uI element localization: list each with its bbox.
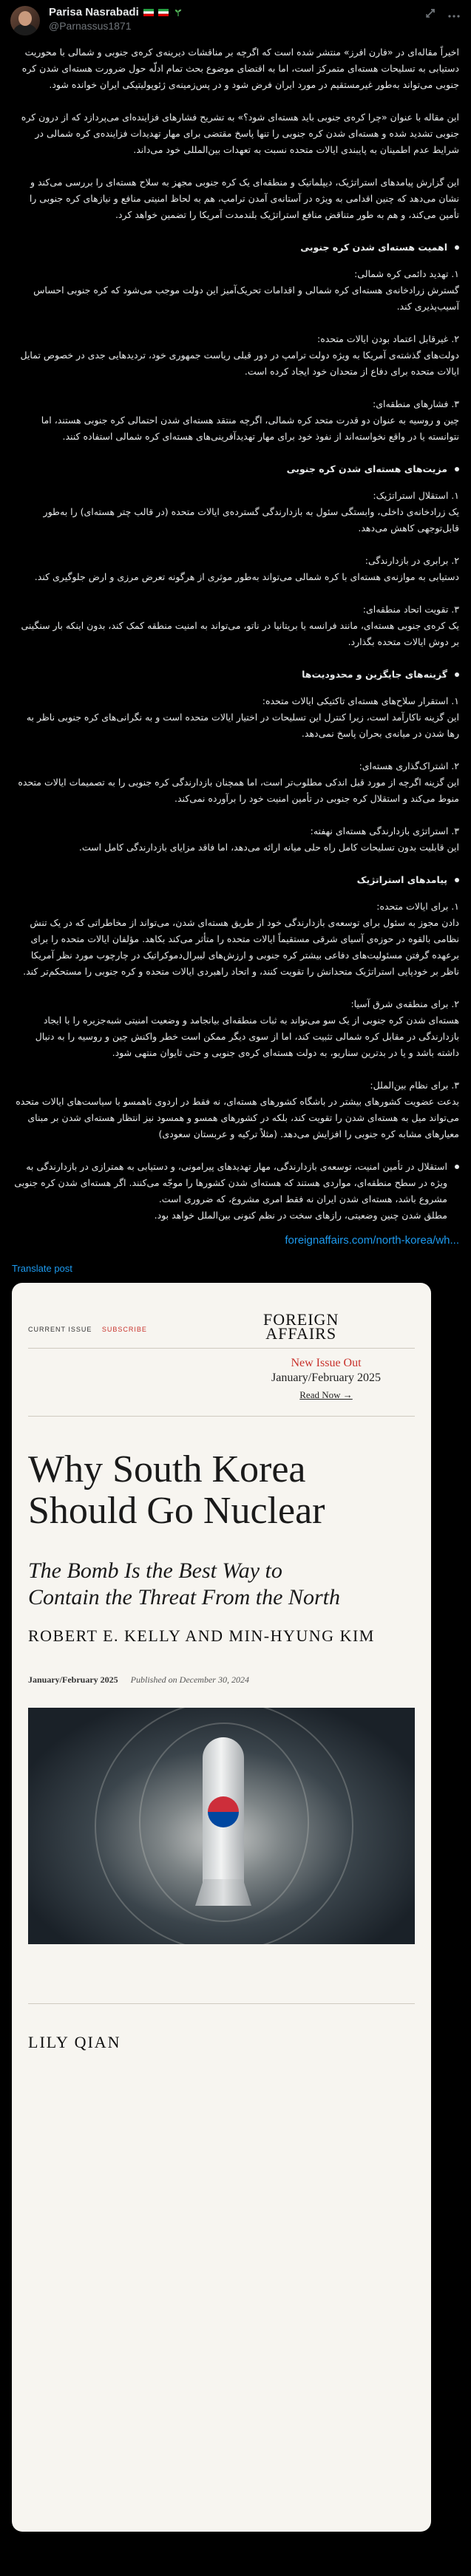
section-heading bbox=[12, 239, 459, 256]
header-actions bbox=[424, 6, 461, 22]
author-name[interactable]: Parisa Nasrabadi bbox=[49, 6, 139, 18]
next-article-author: LILY QIAN bbox=[28, 2033, 121, 2051]
south-korea-emblem-icon bbox=[208, 1796, 239, 1827]
author-info bbox=[49, 6, 424, 32]
title-line: Should Go Nuclear bbox=[28, 1490, 325, 1532]
body-paragraph: ۳. برای نظام بین‌الملل: بدعت عضویت کشورهای بیشتر در باشگاه کشورهای هسته‌ای، نه فقط در اردوی ناهمسو با سیاست‌های ایالات متحده می‌تواند میل به هسته‌ای شدن را تقویت کند، بلکه در کشورهای همسو و همسود نیز انتظار هسته‌ای شدن بر مبنای معیارهای مشابه کره جنوبی را افزایش می‌دهد. (مثلاً ترکیه و عربستان سعودی) bbox=[16, 1080, 459, 1139]
article-authors: ROBERT E. KELLY AND MIN-HYUNG KIM bbox=[28, 1626, 375, 1645]
divider bbox=[28, 1416, 415, 1417]
ir-flag-icon bbox=[143, 9, 154, 16]
body-paragraph: ۲. برابری در بازدارندگی: دستیابی به موازنه‌ی هسته‌ای با کره شمالی می‌تواند به‌طور موثری از هرگونه تعرض مرزی و ارض جلوگیری کند. bbox=[34, 555, 459, 582]
section-heading-text: اهمیت هسته‌ای شدن کره جنوبی bbox=[300, 242, 447, 253]
current-issue-link[interactable]: CURRENT ISSUE bbox=[28, 1326, 92, 1333]
body-paragraph: ۳. تقویت اتحاد منطقه‌ای: یک کره‌ی جنوبی هسته‌ای، مانند فرانسه یا بریتانیا در ناتو، می‌تواند به امنیت منطقه کمک کند، بدون اینکه بار سنگینی بر دوش ایالات متحده بگذارد. bbox=[21, 604, 459, 647]
article-subtitle bbox=[28, 1558, 340, 1611]
subtitle-line: Contain the Threat From the North bbox=[28, 1585, 340, 1609]
bullet-icon bbox=[455, 672, 459, 677]
body-paragraph: ۱. استقلال استراتژیک: یک زرادخانه‌ی داخلی، وابستگی سئول به بازدارندگی گسترده‌ی ایالات متحده (در قالب چتر هسته‌ای) را به‌طور قابل‌توجهی کاهش می‌دهد. bbox=[43, 490, 459, 534]
subtitle-line: The Bomb Is the Best Way to bbox=[28, 1558, 282, 1583]
bullet-icon bbox=[455, 245, 459, 250]
title-line: Why South Korea bbox=[28, 1448, 306, 1490]
published-date: Published on December 30, 2024 bbox=[130, 1674, 249, 1685]
article-meta bbox=[28, 1674, 249, 1686]
issue-label: January/February 2025 bbox=[28, 1674, 118, 1685]
section-heading-text: مزیت‌های هسته‌ای شدن کره جنوبی bbox=[286, 463, 447, 474]
new-issue-label: New Issue Out bbox=[291, 1357, 362, 1369]
section-heading bbox=[12, 461, 459, 477]
body-paragraph: این مقاله با عنوان «چرا کره‌ی جنوبی باید هسته‌ای شود؟» به تشریح فشارهای فزاینده‌ای می‌پردازد که از درون کره جنوبی تشدید شده و هسته‌ای شدن کره جنوبی را تنها پاسخ مقتضی برای مهار تهدیدات فزاینده‌ی کره شمالی در شرایط عدم اطمینان به پایبندی ایالات متحده نسبت به تعهدات بین‌المللی خود می‌داند. bbox=[21, 112, 459, 155]
post-body bbox=[0, 44, 471, 1224]
body-paragraph: ۲. غیرقابل اعتماد بودن ایالات متحده: دولت‌های گذشته‌ی آمریکا به ویژه دولت ترامپ در دور قبلی ریاست جمهوری خود، تردیدهایی جدی در خصوص تمایل ایالات متحده برای دفاع از متحدان خود ایجاد کرده است. bbox=[20, 333, 459, 377]
section-heading-text: گزینه‌های جایگزین و محدودیت‌ها bbox=[302, 669, 447, 680]
foreign-affairs-logo bbox=[263, 1310, 339, 1343]
article-link[interactable]: foreignaffairs.com/north-korea/wh... bbox=[285, 1234, 459, 1247]
translate-post-link[interactable]: Translate post bbox=[12, 1263, 72, 1274]
bullet-icon bbox=[455, 878, 459, 882]
closing-paragraph: استقلال در تأمین امنیت، توسعه‌ی بازدارندگی، مهار تهدیدهای پیرامونی، و دستیابی به همترازی در بازدارندگی به ویژه در سطح منطقه‌ای، مواردی هستند که هسته‌ای شدن کشورها را موجّه می‌کنند. اگر هسته‌ای شدن کره جنوبی مشروع باشد، هسته‌ای شدن ایران نه فقط امری مشروع، که ضروری است. مطلق شدن چنین وضعیتی، رازهای سخت در نظم کنونی بین‌الملل خواهد بود. bbox=[14, 1161, 447, 1221]
author-name-row bbox=[49, 6, 424, 18]
avatar[interactable] bbox=[10, 6, 40, 35]
article-preview-card[interactable] bbox=[12, 1283, 431, 2532]
issue-date: January/February 2025 bbox=[271, 1372, 381, 1384]
author-handle[interactable]: @Parnassus1871 bbox=[49, 20, 132, 32]
body-paragraph: ۲. اشتراک‌گذاری هسته‌ای: این گزینه اگرچه از مورد قبل اندکی مطلوب‌تر است، اما همچنان بازدارندگی کره جنوبی را به تصمیمات ایالات متحده منوط می‌کند و استقلال کره جنوبی در تأمین امنیت خود را برآورده نمی‌کند. bbox=[18, 760, 459, 804]
bullet-icon bbox=[455, 1165, 459, 1169]
article-title bbox=[28, 1449, 325, 1532]
body-paragraph: ۳. استراتژی بازدارندگی هسته‌ای نهفته: این قابلیت بدون تسلیحات کامل راه حلی میانه ارائه می‌دهد، اما فاقد مزایای بازدارندگی کامل است. bbox=[78, 825, 459, 853]
subscribe-link[interactable]: SUBSCRIBE bbox=[101, 1326, 147, 1333]
logo-line: AFFAIRS bbox=[265, 1324, 337, 1343]
post-header bbox=[0, 0, 471, 44]
body-paragraph: اخیراً مقاله‌ای در «فارن افرز» منتشر شده است که اگرچه بر مناقشات دیرینه‌ی کره‌ی جنوبی و شمالی با محوریت دستیابی به تسلیحات هسته‌ای متمرکز است، اما به اقتضای موضوع بحث تمام ادلّه حول ضرورت هسته‌ای شدن کره جنوبی می‌تواند به‌طور غیرمستقیم در مورد ایران فرض شود و در پس‌زمینه‌ی ژئوپولیتیکی ایران خوانده شود. bbox=[21, 47, 459, 90]
article-illustration bbox=[28, 1708, 415, 1944]
divider bbox=[28, 2003, 415, 2004]
body-paragraph: این گزارش پیامدهای استراتژیک، دیپلماتیک و منطقه‌ای یک کره جنوبی مجهز به سلاح هسته‌ای را بررسی می‌کند و نشان می‌دهد که چنین اقدامی به ویژه در آستانه‌ی آمدن ترامپ، هم به لحاظ امنیتی منافع و نیازهای کره جنوبی را تأمین می‌کند، و هم به طور متناقض منافع استراتژیک بلندمدت آمریکا را تضمین خواهد کرد. bbox=[29, 177, 459, 220]
body-paragraph: ۱. استقرار سلاح‌های هسته‌ای تاکتیکی ایالات متحده: این گزینه ناکارآمد است، زیرا کنترل این تسلیحات در اختیار ایالات متحده است و به نگرانی‌های کره جنوبی ناظر به رها شدن در میانه‌ی بحران پاسخ نمی‌دهد. bbox=[26, 695, 459, 739]
logo-line: FOREIGN bbox=[263, 1310, 339, 1329]
bomb-fin-illustration bbox=[195, 1879, 251, 1906]
grok-icon[interactable] bbox=[424, 7, 437, 22]
body-paragraph: ۱. تهدید دائمی کره شمالی: گسترش زرادخانه‌ی هسته‌ای کره شمالی و اقدامات تحریک‌آمیز این دولت موجب می‌شود که کره جنوبی احساس آسیب‌پذیری کند. bbox=[33, 268, 459, 312]
body-paragraph: ۲. برای منطقه‌ی شرق آسیا: هسته‌ای شدن کره جنوبی از یک سو می‌تواند به ثبات منطقه‌ای بیانجامد و وضعیت امنیتی شبه‌جزیره را با ایجاد بازدارندگی در مقابل کره شمالی تثبیت کند، اما از سوی دیگر ممکن است خطر واکنش چین و روسیه را به دنبال داشته باشد و یا در بدترین سناریو، به دولت هسته‌ای کره‌ی جنوبی و حتی تایوان منتهی شود. bbox=[35, 998, 459, 1058]
new-issue-promo bbox=[248, 1357, 404, 1401]
section-heading-text: پیامدهای استراتژیک bbox=[356, 874, 447, 885]
closing-paragraph-wrap bbox=[12, 1159, 459, 1224]
section-heading bbox=[12, 667, 459, 683]
divider bbox=[28, 1348, 415, 1349]
more-options-icon[interactable] bbox=[447, 8, 461, 21]
read-now-link[interactable]: Read Now → bbox=[299, 1389, 353, 1400]
body-paragraph: ۱. برای ایالات متحده: دادن مجوز به سئول برای توسعه‌ی بازدارندگی خود از طریق هسته‌ای شدن، می‌تواند از مخاطراتی که در یک تنش نظامی بالقوه در حوزه‌ی آسیای شرقی مستقیماً ایالات متحده را متأثر می‌کند بکاهد. مؤلفان ایالات متحده را برای برعهده گرفتن مسئولیت‌های دفاعی بیشتر کره جنوبی و ارزش‌های لیبرال‌دموکراتیک در چارچوب مورد نظر آمریکا ناظر بر خودپایی استراتژیک متحدانش را تقویت کنند، و اتحاد راهبردی ایالات متحده و کره جنوبی را مستحکم‌تر کند. bbox=[23, 901, 459, 977]
body-paragraph: ۳. فشارهای منطقه‌ای: چین و روسیه به عنوان دو قدرت متحد کره شمالی، اگرچه منتقد هسته‌ای شدن احتمالی کره جنوبی هستند، اما نتوانسته یا در واقع نخواسته‌اند از نفوذ خود برای مهار تهدیدآفرینی‌های هسته‌ای کره شمالی استفاده کنند. bbox=[41, 398, 459, 442]
section-heading bbox=[12, 872, 459, 888]
sprout-icon bbox=[173, 9, 183, 16]
bullet-icon bbox=[455, 467, 459, 471]
ir-flag-icon bbox=[158, 9, 169, 16]
fa-topbar bbox=[28, 1326, 147, 1333]
